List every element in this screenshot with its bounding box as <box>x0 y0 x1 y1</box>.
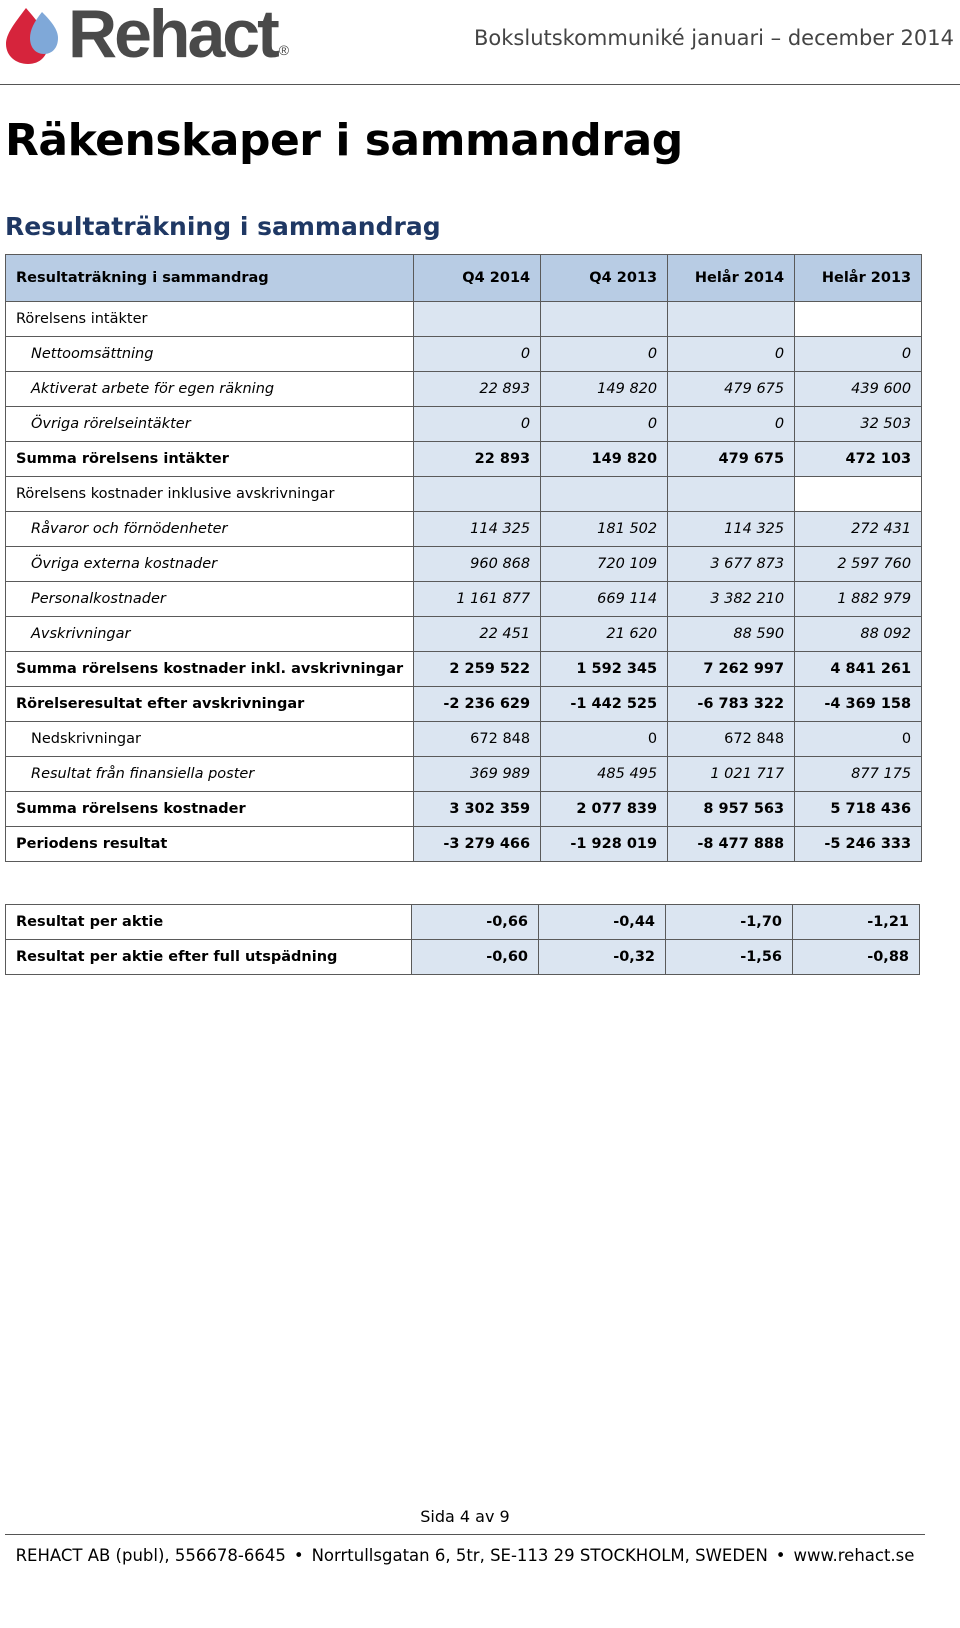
row-label: Aktiverat arbete för egen räkning <box>6 372 414 407</box>
cell: 0 <box>541 407 668 442</box>
cell <box>795 477 922 512</box>
footer-website[interactable]: www.rehact.se <box>793 1546 915 1565</box>
table-row <box>6 722 922 757</box>
table-row <box>6 582 922 617</box>
cell: -0,44 <box>539 905 666 940</box>
table-row <box>6 512 922 547</box>
footer-address: Norrtullsgatan 6, 5tr, SE-113 29 STOCKHOLM, SWEDEN <box>311 1546 768 1565</box>
cell: -1,21 <box>793 905 920 940</box>
row-label: Personalkostnader <box>6 582 414 617</box>
registered-mark: ® <box>278 42 290 58</box>
row-label: Resultat per aktie <box>6 905 412 940</box>
cell: 960 868 <box>414 547 541 582</box>
document-title: Bokslutskommuniké januari – december 2014 <box>474 26 954 50</box>
cell: 669 114 <box>541 582 668 617</box>
cell: -2 236 629 <box>414 687 541 722</box>
logo-drop-icon <box>4 4 74 64</box>
cell <box>414 477 541 512</box>
cell: 439 600 <box>795 372 922 407</box>
cell <box>795 302 922 337</box>
row-label: Nettoomsättning <box>6 337 414 372</box>
row-label: Rörelsens kostnader inklusive avskrivningar <box>6 477 414 512</box>
cell: 369 989 <box>414 757 541 792</box>
cell: 1 021 717 <box>668 757 795 792</box>
row-label: Summa rörelsens kostnader inkl. avskrivningar <box>6 652 414 687</box>
cell: 0 <box>668 407 795 442</box>
cell: -5 246 333 <box>795 827 922 862</box>
table-header-row <box>6 255 922 302</box>
cell <box>414 302 541 337</box>
table-row-total <box>6 827 922 862</box>
cell: 5 718 436 <box>795 792 922 827</box>
cell: 88 092 <box>795 617 922 652</box>
cell <box>668 477 795 512</box>
cell: 88 590 <box>668 617 795 652</box>
cell: -3 279 466 <box>414 827 541 862</box>
row-label: Summa rörelsens intäkter <box>6 442 414 477</box>
header-q4-2014: Q4 2014 <box>414 255 541 302</box>
cell: -6 783 322 <box>668 687 795 722</box>
cell: -1 442 525 <box>541 687 668 722</box>
cell: 21 620 <box>541 617 668 652</box>
page-header <box>0 0 960 86</box>
row-label: Rörelsens intäkter <box>6 302 414 337</box>
per-share-table <box>5 904 920 975</box>
company-logo <box>4 0 290 72</box>
row-label: Resultat per aktie efter full utspädning <box>6 940 412 975</box>
cell: 1 882 979 <box>795 582 922 617</box>
cell: 0 <box>795 337 922 372</box>
cell: 0 <box>414 337 541 372</box>
cell: 22 893 <box>414 442 541 477</box>
cell: 479 675 <box>668 442 795 477</box>
table-row <box>6 757 922 792</box>
cell: 1 592 345 <box>541 652 668 687</box>
cell: -0,60 <box>412 940 539 975</box>
table-row-subtotal <box>6 792 922 827</box>
cell: 3 302 359 <box>414 792 541 827</box>
bullet-separator: • <box>293 1546 304 1565</box>
page-footer <box>0 1546 930 1565</box>
page-number: Sida 4 av 9 <box>420 1507 510 1526</box>
cell: 672 848 <box>668 722 795 757</box>
cell: -0,88 <box>793 940 920 975</box>
cell: 0 <box>795 722 922 757</box>
table-row <box>6 940 920 975</box>
table-row <box>6 905 920 940</box>
cell: 485 495 <box>541 757 668 792</box>
table-row <box>6 547 922 582</box>
cell: 114 325 <box>414 512 541 547</box>
cell <box>541 302 668 337</box>
cell: 672 848 <box>414 722 541 757</box>
cell: 1 161 877 <box>414 582 541 617</box>
cell: -1 928 019 <box>541 827 668 862</box>
table-row <box>6 372 922 407</box>
cell: 877 175 <box>795 757 922 792</box>
cell: -0,66 <box>412 905 539 940</box>
cell: 22 451 <box>414 617 541 652</box>
table-row <box>6 407 922 442</box>
cell: 32 503 <box>795 407 922 442</box>
cell: 2 597 760 <box>795 547 922 582</box>
cell: 2 077 839 <box>541 792 668 827</box>
table-row-subtotal <box>6 442 922 477</box>
table-row-subtotal <box>6 687 922 722</box>
cell: -1,70 <box>666 905 793 940</box>
row-label: Rörelseresultat efter avskrivningar <box>6 687 414 722</box>
header-fy-2013: Helår 2013 <box>795 255 922 302</box>
table-row <box>6 337 922 372</box>
income-statement-table <box>5 254 922 862</box>
header-fy-2014: Helår 2014 <box>668 255 795 302</box>
row-label: Resultat från finansiella poster <box>6 757 414 792</box>
cell: 0 <box>414 407 541 442</box>
cell: 3 677 873 <box>668 547 795 582</box>
table-row <box>6 302 922 337</box>
cell: 479 675 <box>668 372 795 407</box>
footer-divider <box>5 1534 925 1535</box>
cell: 472 103 <box>795 442 922 477</box>
row-label: Övriga externa kostnader <box>6 547 414 582</box>
header-label: Resultaträkning i sammandrag <box>6 255 414 302</box>
table-row <box>6 617 922 652</box>
row-label: Summa rörelsens kostnader <box>6 792 414 827</box>
cell: 114 325 <box>668 512 795 547</box>
section-title: Resultaträkning i sammandrag <box>5 212 441 241</box>
cell: 8 957 563 <box>668 792 795 827</box>
row-label: Periodens resultat <box>6 827 414 862</box>
cell <box>541 477 668 512</box>
cell: 4 841 261 <box>795 652 922 687</box>
cell: 0 <box>541 722 668 757</box>
cell: -4 369 158 <box>795 687 922 722</box>
footer-company: REHACT AB (publ), 556678-6645 <box>15 1546 286 1565</box>
row-label: Avskrivningar <box>6 617 414 652</box>
row-label: Råvaror och förnödenheter <box>6 512 414 547</box>
cell: 272 431 <box>795 512 922 547</box>
header-divider <box>0 84 960 85</box>
row-label: Nedskrivningar <box>6 722 414 757</box>
cell: 0 <box>541 337 668 372</box>
cell: 3 382 210 <box>668 582 795 617</box>
bullet-separator: • <box>775 1546 786 1565</box>
page-title: Räkenskaper i sammandrag <box>5 115 683 166</box>
cell: 149 820 <box>541 372 668 407</box>
cell: 7 262 997 <box>668 652 795 687</box>
cell: -8 477 888 <box>668 827 795 862</box>
header-q4-2013: Q4 2013 <box>541 255 668 302</box>
cell: -1,56 <box>666 940 793 975</box>
table-row <box>6 477 922 512</box>
cell: 2 259 522 <box>414 652 541 687</box>
logo-text: Rehact <box>68 0 277 72</box>
table-row-subtotal <box>6 652 922 687</box>
row-label: Övriga rörelseintäkter <box>6 407 414 442</box>
cell: -0,32 <box>539 940 666 975</box>
cell <box>668 302 795 337</box>
cell: 181 502 <box>541 512 668 547</box>
cell: 149 820 <box>541 442 668 477</box>
cell: 0 <box>668 337 795 372</box>
cell: 720 109 <box>541 547 668 582</box>
cell: 22 893 <box>414 372 541 407</box>
